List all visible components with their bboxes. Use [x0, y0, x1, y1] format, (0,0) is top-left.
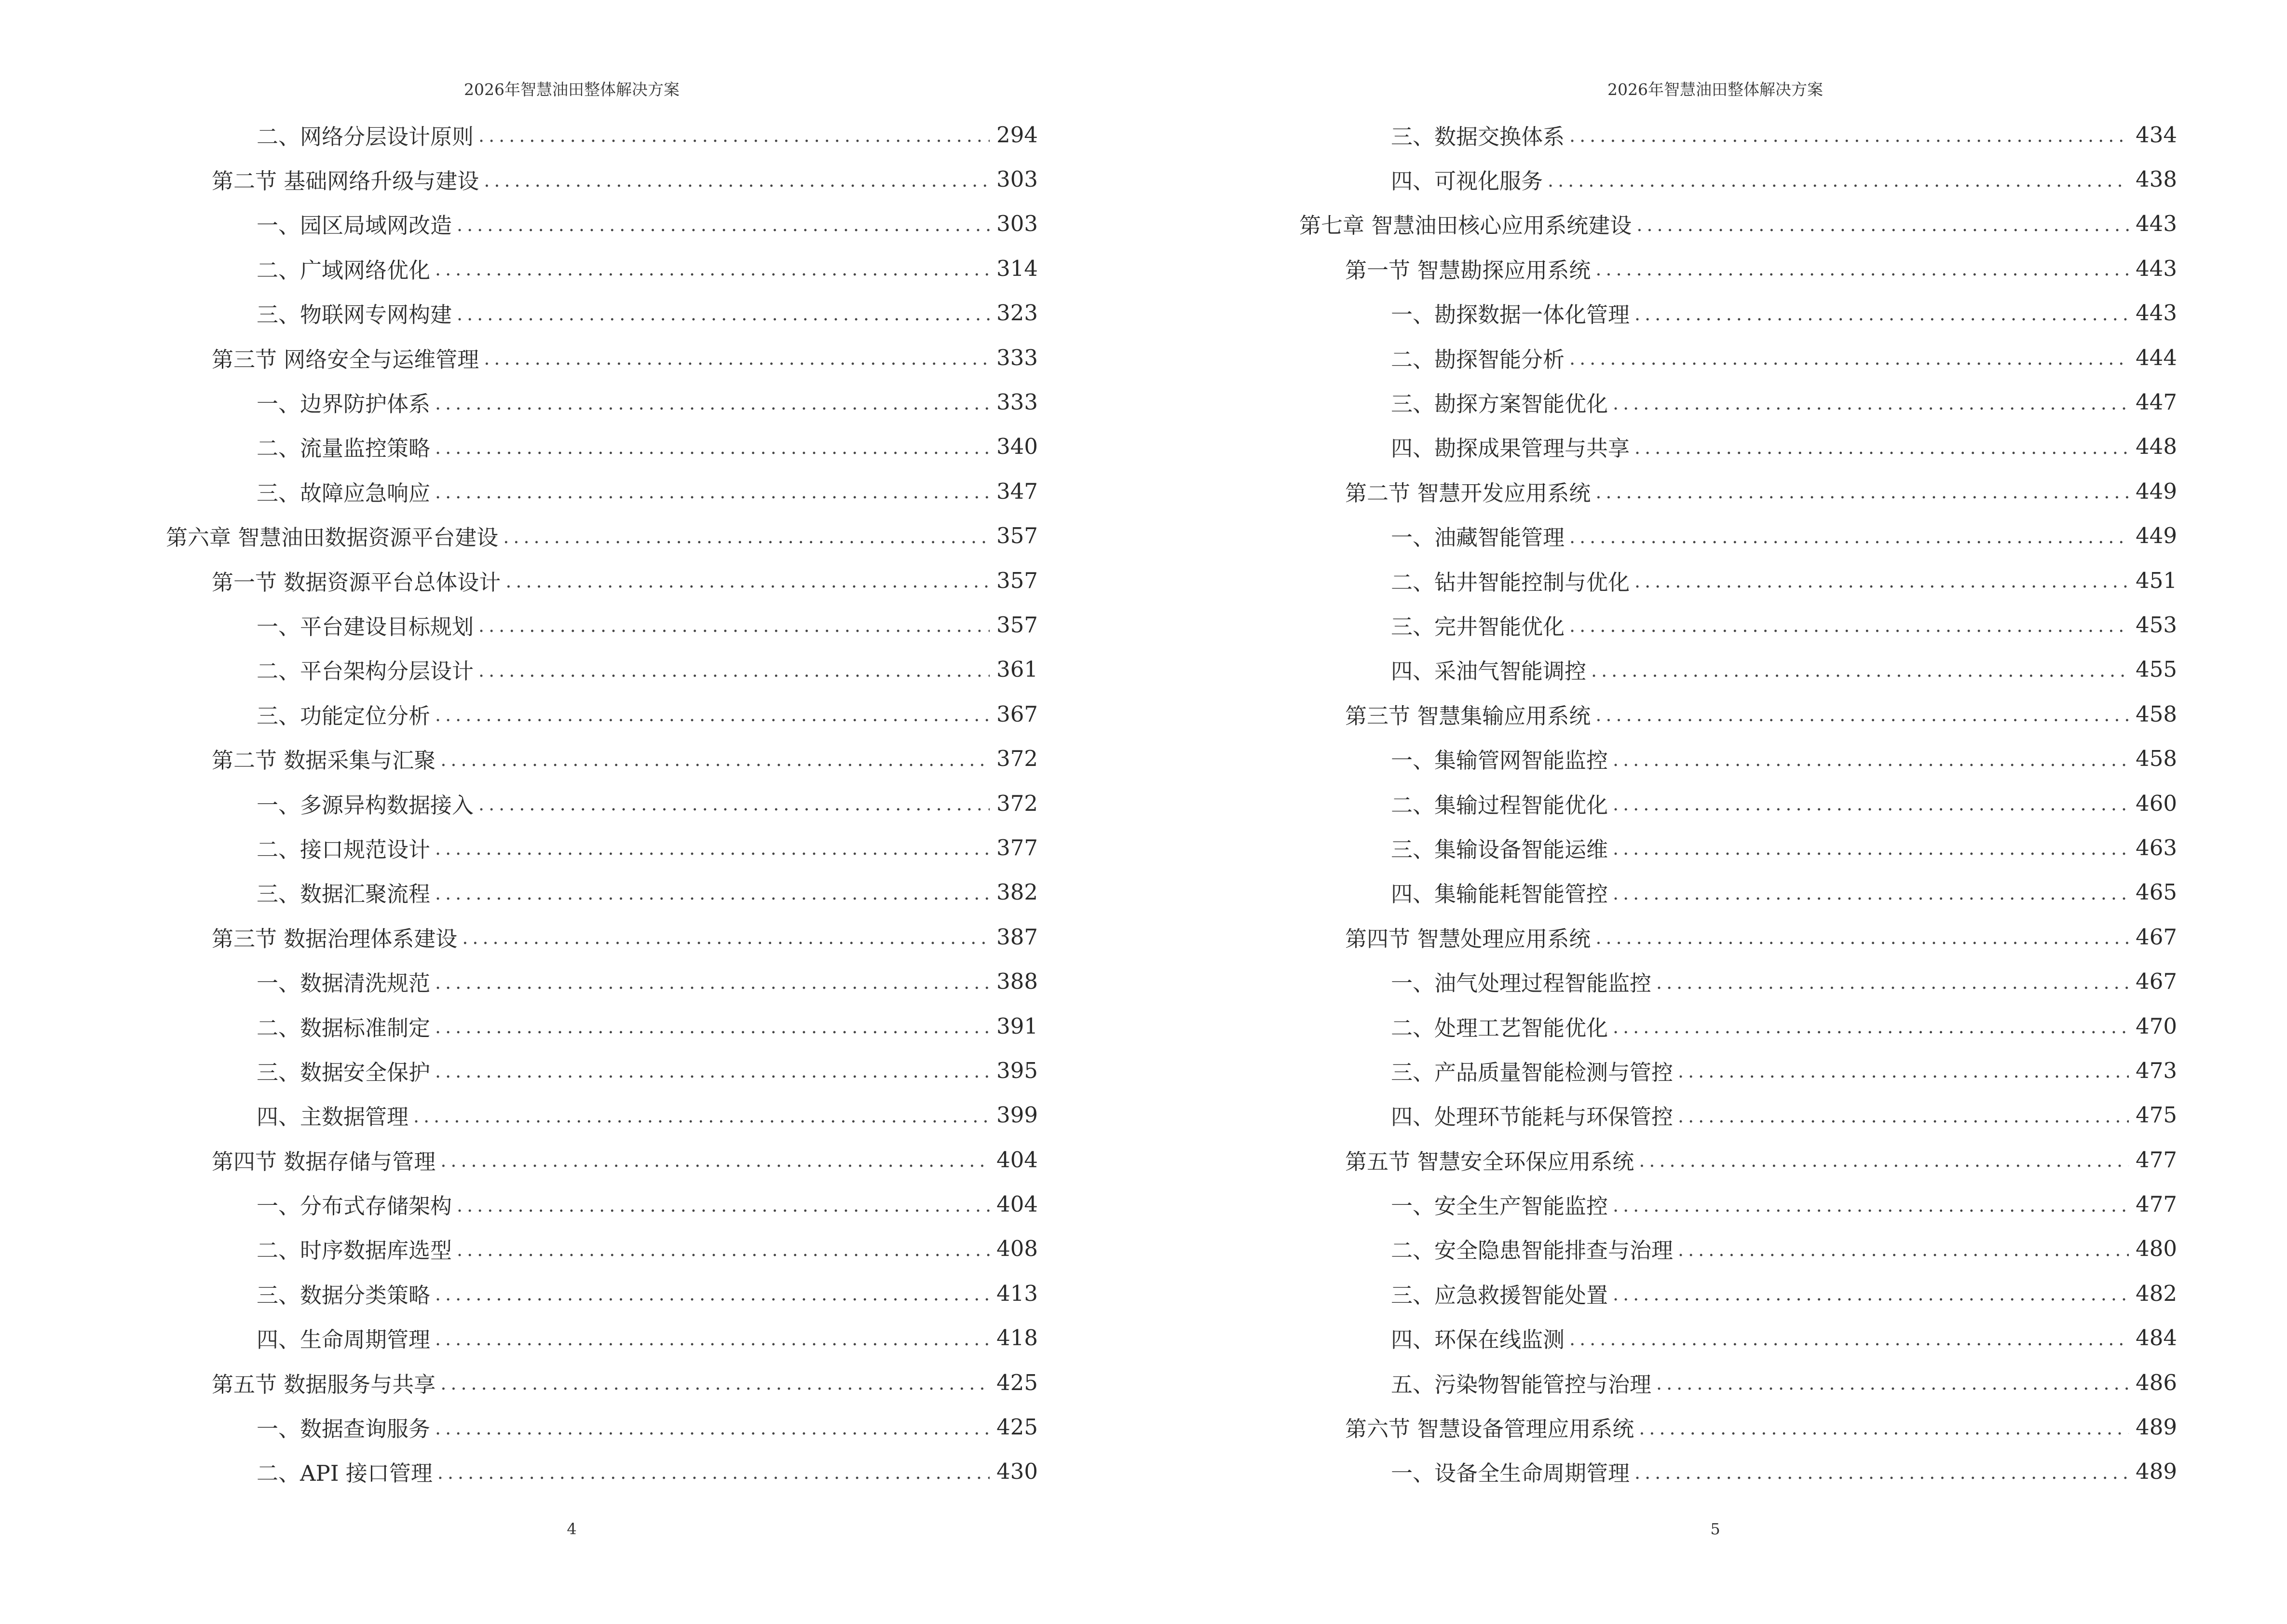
- dot-leader: [1613, 839, 2129, 858]
- toc-entry-title: 四、处理环节能耗与环保管控: [1391, 1104, 1674, 1130]
- toc-entry[interactable]: [0, 112, 1038, 157]
- toc-entry-page: 347: [996, 478, 1038, 504]
- toc-entry[interactable]: [0, 1048, 1038, 1092]
- toc-entry-title: 五、污染物智能管控与治理: [1391, 1371, 1652, 1397]
- toc-entry-page: 486: [2136, 1369, 2177, 1395]
- toc-entry[interactable]: [0, 1137, 1038, 1182]
- toc-entry-page: 475: [2136, 1102, 2177, 1128]
- toc-entry[interactable]: [1144, 1182, 2177, 1226]
- toc-entry-page: 489: [2136, 1459, 2177, 1485]
- dot-leader: [1569, 126, 2129, 145]
- dot-leader: [1595, 928, 2129, 947]
- toc-entry-page: 314: [996, 255, 1038, 281]
- toc-entry[interactable]: [0, 291, 1038, 335]
- dot-leader: [413, 1107, 990, 1125]
- toc-entry[interactable]: [1144, 558, 2177, 602]
- toc-entry[interactable]: [1144, 1004, 2177, 1048]
- dot-leader: [484, 349, 990, 368]
- toc-entry[interactable]: [0, 870, 1038, 914]
- toc-list: [1144, 112, 2177, 1494]
- toc-entry[interactable]: [0, 1182, 1038, 1226]
- toc-entry-page: 408: [996, 1236, 1038, 1262]
- toc-entry-page: 453: [2136, 612, 2177, 638]
- toc-entry-page: 399: [996, 1102, 1038, 1128]
- toc-entry-page: 455: [2136, 656, 2177, 682]
- toc-entry-page: 367: [996, 701, 1038, 727]
- dot-leader: [1678, 1107, 2129, 1125]
- dot-leader: [435, 706, 990, 724]
- toc-entry-title: 四、环保在线监测: [1391, 1327, 1565, 1353]
- dot-leader: [457, 305, 990, 323]
- toc-entry-title: 二、处理工艺智能优化: [1391, 1015, 1608, 1041]
- dot-leader: [1613, 1018, 2129, 1036]
- toc-entry-title: 二、钻井智能控制与优化: [1391, 569, 1630, 595]
- dot-leader: [1613, 751, 2129, 769]
- toc-entry[interactable]: [1144, 157, 2177, 201]
- toc-entry-title: 第七章 智慧油田核心应用系统建设: [1299, 213, 1632, 239]
- toc-entry-page: 443: [2136, 211, 2177, 237]
- toc-entry-title: 第五节 数据服务与共享: [212, 1371, 436, 1397]
- toc-entry-page: 447: [2136, 389, 2177, 415]
- toc-entry-page: 451: [2136, 567, 2177, 593]
- toc-entry-page: 443: [2136, 255, 2177, 281]
- toc-entry-title: 第一节 数据资源平台总体设计: [212, 569, 501, 595]
- toc-entry[interactable]: [0, 1360, 1038, 1405]
- toc-entry[interactable]: [1144, 469, 2177, 513]
- toc-entry[interactable]: [0, 1316, 1038, 1360]
- toc-entry-title: 三、完井智能优化: [1391, 614, 1565, 640]
- dot-leader: [478, 126, 990, 145]
- toc-entry[interactable]: [1144, 1137, 2177, 1182]
- page-number: 4: [567, 1520, 577, 1538]
- toc-entry[interactable]: [0, 647, 1038, 692]
- dot-leader: [440, 751, 990, 769]
- toc-entry[interactable]: [1144, 514, 2177, 558]
- toc-entry-page: 477: [2136, 1146, 2177, 1173]
- toc-entry-page: 404: [996, 1191, 1038, 1217]
- toc-entry-title: 四、主数据管理: [257, 1104, 409, 1130]
- toc-entry-title: 二、接口规范设计: [257, 836, 431, 862]
- toc-entry-title: 一、设备全生命周期管理: [1391, 1460, 1630, 1487]
- toc-entry-page: 482: [2136, 1280, 2177, 1306]
- toc-entry-title: 二、数据标准制定: [257, 1015, 431, 1041]
- dot-leader: [440, 1151, 990, 1170]
- toc-entry-title: 一、油藏智能管理: [1391, 525, 1565, 551]
- toc-entry-title: 二、勘探智能分析: [1391, 346, 1565, 372]
- toc-entry-page: 388: [996, 969, 1038, 995]
- toc-entry-page: 357: [996, 523, 1038, 549]
- dot-leader: [435, 1018, 990, 1036]
- toc-entry[interactable]: [1144, 1360, 2177, 1405]
- toc-entry-title: 第二节 基础网络升级与建设: [212, 168, 479, 194]
- toc-entry-title: 三、集输设备智能运维: [1391, 836, 1608, 862]
- toc-entry[interactable]: [1144, 736, 2177, 780]
- dot-leader: [435, 884, 990, 902]
- toc-entry-page: 377: [996, 834, 1038, 860]
- dot-leader: [1613, 1285, 2129, 1303]
- toc-list: [0, 112, 1038, 1494]
- toc-entry-page: 434: [2136, 122, 2177, 148]
- dot-leader: [1595, 483, 2129, 501]
- toc-entry[interactable]: [1144, 647, 2177, 692]
- toc-entry[interactable]: [1144, 380, 2177, 424]
- dot-leader: [1595, 260, 2129, 278]
- toc-entry-page: 303: [996, 166, 1038, 192]
- dot-leader: [478, 661, 990, 680]
- dot-leader: [1634, 1463, 2129, 1482]
- toc-entry-page: 460: [2136, 790, 2177, 816]
- toc-entry[interactable]: [0, 335, 1038, 380]
- toc-entry-title: 第一节 智慧勘探应用系统: [1345, 257, 1591, 283]
- toc-entry-title: 三、勘探方案智能优化: [1391, 391, 1608, 417]
- toc-entry[interactable]: [0, 1271, 1038, 1315]
- dot-leader: [1613, 884, 2129, 902]
- dot-leader: [435, 1062, 990, 1080]
- dot-leader: [462, 928, 990, 947]
- toc-entry-page: 391: [996, 1013, 1038, 1039]
- toc-entry[interactable]: [1144, 1271, 2177, 1315]
- toc-entry[interactable]: [1144, 424, 2177, 469]
- toc-entry-page: 340: [996, 434, 1038, 460]
- dot-leader: [1569, 1330, 2129, 1348]
- toc-entry-page: 413: [996, 1280, 1038, 1306]
- dot-leader: [1656, 1374, 2129, 1392]
- toc-entry-title: 四、勘探成果管理与共享: [1391, 436, 1630, 462]
- toc-entry[interactable]: [1144, 246, 2177, 290]
- dot-leader: [1656, 973, 2129, 992]
- toc-entry-title: 第六节 智慧设备管理应用系统: [1345, 1416, 1634, 1442]
- toc-entry[interactable]: [1144, 692, 2177, 736]
- toc-entry-page: 449: [2136, 478, 2177, 504]
- toc-entry[interactable]: [1144, 1405, 2177, 1449]
- toc-entry[interactable]: [0, 424, 1038, 469]
- toc-entry-title: 第三节 数据治理体系建设: [212, 926, 458, 952]
- toc-entry[interactable]: [1144, 870, 2177, 914]
- page-header: 2026年智慧油田整体解决方案: [1607, 80, 1823, 99]
- toc-entry-title: 三、数据分类策略: [257, 1282, 431, 1308]
- toc-entry-page: 303: [996, 211, 1038, 237]
- toc-entry-title: 二、安全隐患智能排查与治理: [1391, 1238, 1674, 1264]
- toc-entry[interactable]: [1144, 1227, 2177, 1271]
- dot-leader: [1548, 171, 2129, 190]
- toc-entry-title: 一、油气处理过程智能监控: [1391, 970, 1652, 996]
- toc-entry[interactable]: [1144, 914, 2177, 959]
- dot-leader: [435, 483, 990, 501]
- dot-leader: [1678, 1241, 2129, 1259]
- toc-entry-page: 470: [2136, 1013, 2177, 1039]
- toc-entry-title: 第二节 数据采集与汇聚: [212, 748, 436, 774]
- dot-leader: [1678, 1062, 2129, 1080]
- toc-entry[interactable]: [1144, 1316, 2177, 1360]
- dot-leader: [1613, 795, 2129, 813]
- toc-entry-page: 458: [2136, 746, 2177, 772]
- toc-entry[interactable]: [0, 781, 1038, 825]
- toc-entry[interactable]: [1144, 825, 2177, 870]
- dot-leader: [503, 528, 990, 546]
- toc-entry-title: 第六章 智慧油田数据资源平台建设: [166, 525, 499, 551]
- toc-entry-page: 473: [2136, 1057, 2177, 1083]
- dot-leader: [435, 1285, 990, 1303]
- toc-entry-title: 二、流量监控策略: [257, 436, 431, 462]
- dot-leader: [435, 1419, 990, 1437]
- toc-entry-title: 三、功能定位分析: [257, 703, 431, 729]
- toc-entry-page: 444: [2136, 344, 2177, 370]
- toc-entry-page: 382: [996, 879, 1038, 905]
- toc-entry-title: 二、时序数据库选型: [257, 1238, 452, 1264]
- toc-entry-title: 第五节 智慧安全环保应用系统: [1345, 1148, 1634, 1174]
- toc-entry[interactable]: [0, 736, 1038, 780]
- toc-entry-title: 一、安全生产智能监控: [1391, 1193, 1608, 1219]
- toc-entry-page: 484: [2136, 1325, 2177, 1351]
- toc-entry[interactable]: [1144, 602, 2177, 647]
- toc-entry-page: 438: [2136, 166, 2177, 192]
- toc-entry[interactable]: [0, 1449, 1038, 1494]
- toc-entry-page: 404: [996, 1146, 1038, 1173]
- toc-entry[interactable]: [0, 825, 1038, 870]
- toc-entry[interactable]: [0, 469, 1038, 513]
- toc-entry-title: 一、边界防护体系: [257, 391, 431, 417]
- dot-leader: [437, 1463, 990, 1482]
- toc-entry[interactable]: [0, 246, 1038, 290]
- toc-entry-page: 361: [996, 656, 1038, 682]
- toc-entry-title: 一、多源异构数据接入: [257, 792, 474, 818]
- dot-leader: [435, 438, 990, 457]
- dot-leader: [435, 973, 990, 992]
- toc-entry-page: 448: [2136, 434, 2177, 460]
- dot-leader: [435, 839, 990, 858]
- toc-entry[interactable]: [1144, 291, 2177, 335]
- dot-leader: [1634, 438, 2129, 457]
- toc-entry-page: 294: [996, 122, 1038, 148]
- toc-entry-title: 三、故障应急响应: [257, 480, 431, 506]
- toc-entry-page: 323: [996, 300, 1038, 326]
- toc-entry[interactable]: [0, 558, 1038, 602]
- toc-entry-page: 425: [996, 1414, 1038, 1440]
- toc-entry[interactable]: [0, 692, 1038, 736]
- dot-leader: [478, 795, 990, 813]
- toc-entry[interactable]: [0, 380, 1038, 424]
- toc-entry-page: 425: [996, 1369, 1038, 1395]
- toc-entry[interactable]: [1144, 1093, 2177, 1137]
- right-page: [1144, 0, 2287, 1624]
- toc-entry-page: 477: [2136, 1191, 2177, 1217]
- toc-entry-page: 467: [2136, 924, 2177, 950]
- toc-entry-title: 一、分布式存储架构: [257, 1193, 452, 1219]
- toc-entry-title: 三、数据交换体系: [1391, 123, 1565, 150]
- dot-leader: [1634, 572, 2129, 590]
- toc-entry-title: 三、产品质量智能检测与管控: [1391, 1059, 1674, 1085]
- toc-entry-page: 333: [996, 389, 1038, 415]
- toc-entry[interactable]: [0, 514, 1038, 558]
- toc-entry[interactable]: [0, 959, 1038, 1003]
- page-header: 2026年智慧油田整体解决方案: [464, 80, 680, 99]
- dot-leader: [1569, 528, 2129, 546]
- toc-entry-title: 二、API 接口管理: [257, 1460, 433, 1487]
- dot-leader: [1569, 349, 2129, 368]
- toc-entry-title: 四、采油气智能调控: [1391, 658, 1587, 684]
- toc-entry-title: 第二节 智慧开发应用系统: [1345, 480, 1591, 506]
- toc-entry[interactable]: [1144, 335, 2177, 380]
- toc-entry-page: 418: [996, 1325, 1038, 1351]
- toc-entry-page: 467: [2136, 969, 2177, 995]
- toc-entry[interactable]: [1144, 1449, 2177, 1494]
- toc-entry[interactable]: [1144, 959, 2177, 1003]
- toc-entry-title: 四、集输能耗智能管控: [1391, 881, 1608, 907]
- toc-entry-title: 第四节 智慧处理应用系统: [1345, 926, 1591, 952]
- toc-entry[interactable]: [0, 1227, 1038, 1271]
- dot-leader: [440, 1374, 990, 1392]
- toc-entry-page: 430: [996, 1459, 1038, 1485]
- toc-entry-page: 395: [996, 1057, 1038, 1083]
- dot-leader: [1569, 616, 2129, 635]
- dot-leader: [1639, 1419, 2129, 1437]
- toc-entry[interactable]: [0, 602, 1038, 647]
- toc-entry-page: 465: [2136, 879, 2177, 905]
- dot-leader: [478, 616, 990, 635]
- dot-leader: [435, 260, 990, 278]
- toc-entry[interactable]: [1144, 1048, 2177, 1092]
- toc-entry-title: 二、集输过程智能优化: [1391, 792, 1608, 818]
- dot-leader: [435, 1330, 990, 1348]
- toc-entry-title: 三、数据汇聚流程: [257, 881, 431, 907]
- toc-entry-title: 一、数据查询服务: [257, 1416, 431, 1442]
- toc-entry-title: 一、平台建设目标规划: [257, 614, 474, 640]
- toc-entry-page: 372: [996, 790, 1038, 816]
- dot-leader: [1636, 216, 2129, 234]
- dot-leader: [1613, 1196, 2129, 1215]
- dot-leader: [1634, 305, 2129, 323]
- toc-entry-page: 480: [2136, 1236, 2177, 1262]
- toc-entry-title: 二、网络分层设计原则: [257, 123, 474, 150]
- toc-entry-title: 一、勘探数据一体化管理: [1391, 302, 1630, 328]
- toc-entry-page: 458: [2136, 701, 2177, 727]
- toc-entry[interactable]: [1144, 202, 2177, 246]
- toc-entry-page: 357: [996, 612, 1038, 638]
- toc-entry-page: 387: [996, 924, 1038, 950]
- toc-entry-page: 333: [996, 344, 1038, 370]
- toc-entry-title: 二、平台架构分层设计: [257, 658, 474, 684]
- dot-leader: [1595, 706, 2129, 724]
- dot-leader: [505, 572, 990, 590]
- toc-entry[interactable]: [0, 914, 1038, 959]
- toc-entry-page: 449: [2136, 523, 2177, 549]
- toc-entry-title: 一、数据清洗规范: [257, 970, 431, 996]
- dot-leader: [457, 1241, 990, 1259]
- toc-entry-title: 第三节 智慧集输应用系统: [1345, 703, 1591, 729]
- toc-entry-page: 463: [2136, 834, 2177, 860]
- toc-entry-page: 489: [2136, 1414, 2177, 1440]
- toc-entry[interactable]: [1144, 781, 2177, 825]
- toc-entry-title: 二、广域网络优化: [257, 257, 431, 283]
- toc-entry[interactable]: [0, 1093, 1038, 1137]
- toc-entry-title: 第四节 数据存储与管理: [212, 1148, 436, 1174]
- toc-entry[interactable]: [0, 1004, 1038, 1048]
- dot-leader: [1613, 394, 2129, 412]
- toc-entry[interactable]: [0, 202, 1038, 246]
- toc-entry-title: 三、物联网专网构建: [257, 302, 452, 328]
- toc-entry[interactable]: [0, 1405, 1038, 1449]
- dot-leader: [457, 216, 990, 234]
- dot-leader: [1591, 661, 2129, 680]
- toc-entry-page: 443: [2136, 300, 2177, 326]
- dot-leader: [435, 394, 990, 412]
- toc-entry-title: 三、数据安全保护: [257, 1059, 431, 1085]
- dot-leader: [484, 171, 990, 190]
- toc-entry-title: 三、应急救援智能处置: [1391, 1282, 1608, 1308]
- toc-entry-page: 357: [996, 567, 1038, 593]
- toc-entry[interactable]: [0, 157, 1038, 201]
- toc-entry-title: 第三节 网络安全与运维管理: [212, 346, 479, 372]
- dot-leader: [1639, 1151, 2129, 1170]
- toc-entry-title: 四、可视化服务: [1391, 168, 1543, 194]
- page-number: 5: [1710, 1520, 1720, 1538]
- toc-entry-title: 四、生命周期管理: [257, 1327, 431, 1353]
- toc-entry-page: 372: [996, 746, 1038, 772]
- dot-leader: [457, 1196, 990, 1215]
- toc-entry-title: 一、园区局域网改造: [257, 213, 452, 239]
- toc-entry-title: 一、集输管网智能监控: [1391, 748, 1608, 774]
- toc-entry[interactable]: [1144, 112, 2177, 157]
